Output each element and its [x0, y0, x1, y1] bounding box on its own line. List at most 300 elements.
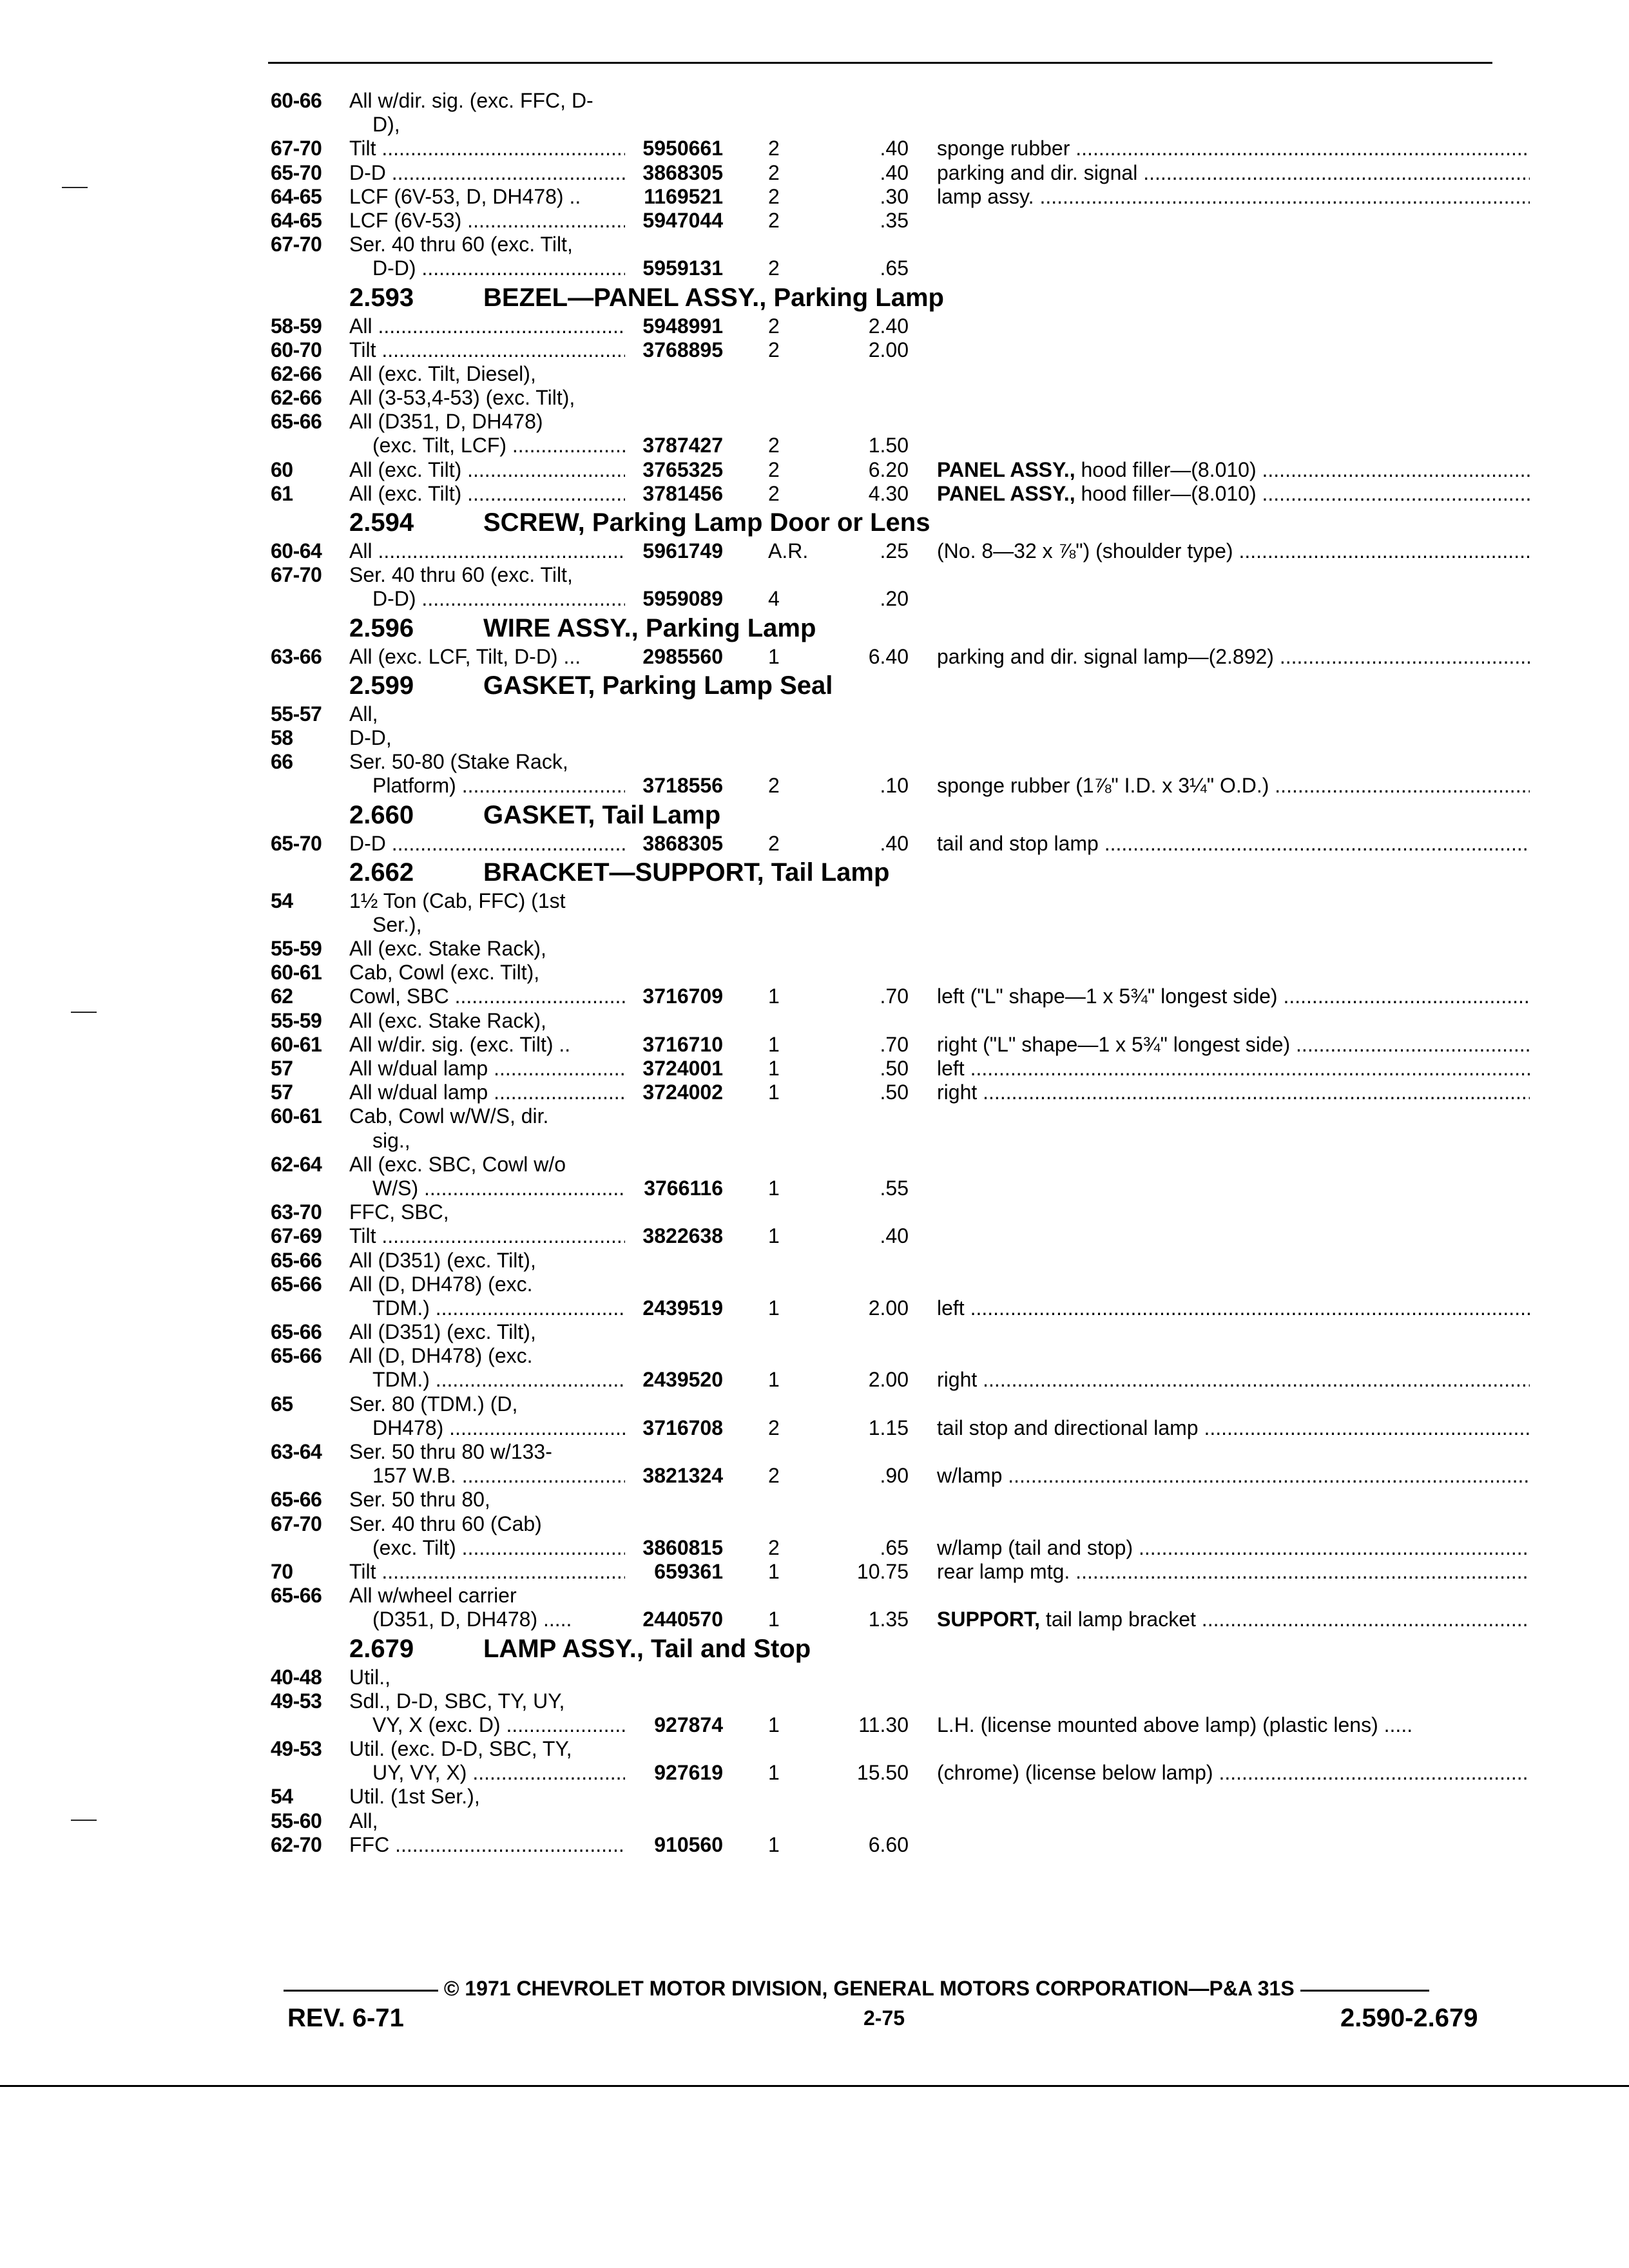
list-price: .65 — [880, 1535, 909, 1559]
remarks — [937, 458, 1530, 482]
list-price: 2.00 — [868, 1368, 909, 1392]
application: All (exc. Stake Rack), — [349, 1008, 546, 1032]
quantity: 1 — [768, 1057, 780, 1080]
part-number: 5959089 — [642, 587, 723, 611]
model-years: 66 — [271, 750, 293, 774]
application: (exc. Tilt) ..... — [372, 1536, 625, 1560]
remarks — [937, 1081, 1530, 1104]
list-price: 4.30 — [868, 481, 909, 505]
application: Tilt ..... — [349, 1560, 625, 1584]
application: DH478) ..... — [372, 1416, 625, 1440]
application: D-D) ..... — [372, 256, 625, 280]
model-years: 60-61 — [271, 1032, 322, 1056]
part-row — [271, 362, 1527, 386]
part-row — [271, 985, 1527, 1008]
part-row — [271, 1608, 1527, 1631]
model-years: 57 — [271, 1081, 293, 1104]
part-row — [271, 645, 1527, 669]
part-row — [271, 1033, 1527, 1057]
list-price: .35 — [880, 208, 909, 232]
quantity: 1 — [768, 1032, 780, 1056]
application: All, — [349, 702, 378, 726]
model-years: 65-66 — [271, 1248, 322, 1272]
model-years: 67-70 — [271, 233, 322, 256]
application: All ..... — [349, 314, 625, 338]
application: All, — [349, 1809, 378, 1832]
application: All (3-53,4-53) (exc. Tilt), — [349, 386, 575, 410]
quantity: 4 — [768, 587, 780, 611]
part-number: 2439519 — [642, 1296, 723, 1320]
application: sig., — [372, 1128, 410, 1152]
model-years: 54 — [271, 1785, 293, 1809]
quantity: 1 — [768, 1713, 780, 1736]
application: All (D351, D, DH478) — [349, 410, 543, 434]
part-row — [271, 1464, 1527, 1488]
footer-rule-right — [1300, 1990, 1429, 1992]
remarks-text: left — [937, 1057, 965, 1080]
model-years: 67-70 — [271, 137, 322, 160]
group-number: 2.662 — [349, 858, 414, 887]
quantity: 1 — [768, 1832, 780, 1856]
quantity: 2 — [768, 256, 780, 280]
section-heading — [271, 798, 1527, 832]
application: All w/dual lamp ..... — [349, 1081, 625, 1104]
application: All (exc. Tilt) ..... — [349, 458, 625, 482]
application: Tilt ..... — [349, 137, 625, 160]
part-number: 3768895 — [642, 338, 723, 361]
part-row — [271, 161, 1527, 185]
list-price: .90 — [880, 1464, 909, 1488]
remarks-text: (No. 8—32 x ⅞") (shoulder type) — [937, 539, 1233, 562]
group-title: BEZEL—PANEL ASSY., Parking Lamp — [483, 283, 944, 312]
part-row — [271, 1057, 1527, 1081]
model-years: 55-59 — [271, 937, 322, 961]
quantity: 2 — [768, 208, 780, 232]
group-number: 2.593 — [349, 283, 414, 312]
application: FFC ..... — [349, 1833, 625, 1857]
quantity: 2 — [768, 160, 780, 184]
quantity: 2 — [768, 434, 780, 457]
quantity: 2 — [768, 457, 780, 481]
part-number: 3716708 — [642, 1416, 723, 1439]
margin-mark — [62, 187, 88, 188]
group-title: BRACKET—SUPPORT, Tail Lamp — [483, 858, 890, 887]
application: Cab, Cowl w/W/S, dir. — [349, 1104, 549, 1128]
application: Ser. 40 thru 60 (exc. Tilt, — [349, 233, 573, 256]
application: All (exc. Tilt) ..... — [349, 482, 625, 506]
remarks — [937, 774, 1530, 798]
model-years: 55-59 — [271, 1008, 322, 1032]
list-price: 2.00 — [868, 1296, 909, 1320]
application: All w/dir. sig. (exc. FFC, D- — [349, 89, 593, 112]
footer-rule-left — [284, 1990, 438, 1992]
application: 1½ Ton (Cab, FFC) (1st — [349, 889, 566, 912]
remarks — [937, 1296, 1530, 1320]
application: Cowl, SBC ..... — [349, 985, 625, 1008]
application: All (D351) (exc. Tilt), — [349, 1248, 536, 1272]
list-price: 6.20 — [868, 457, 909, 481]
application: TDM.) ..... — [372, 1368, 625, 1392]
remarks-text: w/lamp (tail and stop) — [937, 1535, 1133, 1559]
remarks-text: w/lamp — [937, 1464, 1003, 1488]
remarks-text: left ("L" shape—1 x 5¾" longest side) — [937, 985, 1278, 1008]
list-price: 2.40 — [868, 314, 909, 338]
remarks — [937, 1057, 1530, 1081]
quantity: 1 — [768, 1559, 780, 1583]
remarks — [937, 1761, 1530, 1785]
part-row — [271, 1488, 1527, 1512]
application: LCF (6V-53, D, DH478) .. — [349, 184, 581, 208]
part-row — [271, 1713, 1527, 1737]
part-row — [271, 256, 1527, 280]
remarks — [937, 1608, 1530, 1631]
part-row — [271, 774, 1527, 798]
application: D), — [372, 113, 400, 137]
list-price: 2.00 — [868, 338, 909, 361]
part-row — [271, 113, 1527, 137]
part-row — [271, 1512, 1527, 1536]
list-price: .40 — [880, 1224, 909, 1248]
model-years: 49-53 — [271, 1689, 322, 1713]
part-row — [271, 482, 1527, 506]
group-range: 2.590-2.679 — [1340, 2004, 1478, 2032]
application: Ser. 40 thru 60 (exc. Tilt, — [349, 563, 573, 587]
copyright-line — [284, 1977, 1514, 2001]
part-row — [271, 1761, 1527, 1785]
part-row — [271, 1249, 1527, 1273]
group-number: 2.594 — [349, 508, 414, 537]
quantity: 1 — [768, 1081, 780, 1104]
application: VY, X (exc. D) ..... — [372, 1713, 625, 1737]
remarks-text: rear lamp mtg. — [937, 1559, 1070, 1583]
application: 157 W.B. ..... — [372, 1464, 625, 1488]
application: All (exc. SBC, Cowl w/o — [349, 1152, 566, 1176]
application: All (exc. Stake Rack), — [349, 937, 546, 961]
application: All (D, DH478) (exc. — [349, 1272, 533, 1296]
part-row — [271, 913, 1527, 937]
quantity: 2 — [768, 137, 780, 160]
remarks-text: sponge rubber — [937, 137, 1070, 160]
list-price: 1.35 — [868, 1608, 909, 1631]
remarks-text: parking and dir. signal — [937, 160, 1138, 184]
model-years: 63-70 — [271, 1200, 322, 1224]
remarks — [937, 1713, 1530, 1737]
remarks-text: right ("L" shape—1 x 5¾" longest side) — [937, 1032, 1291, 1056]
part-row — [271, 1296, 1527, 1320]
top-rule — [268, 62, 1492, 64]
section-heading — [271, 1632, 1527, 1666]
remarks — [937, 832, 1530, 856]
application: Util., — [349, 1665, 390, 1689]
part-number: 3821324 — [642, 1464, 723, 1488]
part-row — [271, 1584, 1527, 1608]
group-number: 2.679 — [349, 1634, 414, 1663]
part-row — [271, 89, 1527, 113]
model-years: 65-66 — [271, 1488, 322, 1512]
quantity: 1 — [768, 1176, 780, 1200]
application: D-D ..... — [349, 832, 625, 856]
model-years: 55-60 — [271, 1809, 322, 1832]
copyright-text: © 1971 CHEVROLET MOTOR DIVISION, GENERAL MOTORS CORPORATION—P&A 31S — [443, 1977, 1295, 2000]
remarks — [937, 985, 1530, 1008]
part-number: 3766116 — [644, 1176, 723, 1200]
model-years: 62-66 — [271, 386, 322, 410]
remarks — [937, 1464, 1530, 1488]
model-years: 62 — [271, 985, 293, 1008]
model-years: 65-66 — [271, 410, 322, 434]
application: D-D ..... — [349, 161, 625, 185]
remarks-text: hood filler—(8.010) — [1075, 481, 1257, 505]
part-row — [271, 185, 1527, 209]
group-number: 2.596 — [349, 613, 414, 642]
model-years: 65-70 — [271, 160, 322, 184]
part-row — [271, 702, 1527, 726]
model-years: 65-66 — [271, 1584, 322, 1608]
model-years: 62-70 — [271, 1832, 322, 1856]
model-years: 60-61 — [271, 1104, 322, 1128]
part-number: 5959131 — [642, 256, 723, 280]
application: D-D, — [349, 726, 392, 749]
remarks — [937, 1033, 1530, 1057]
list-price: 6.60 — [868, 1832, 909, 1856]
quantity: 1 — [768, 1368, 780, 1392]
application: All ..... — [349, 539, 625, 563]
remarks-text: right — [937, 1368, 978, 1392]
model-years: 60-70 — [271, 338, 322, 361]
part-row — [271, 1785, 1527, 1809]
part-row — [271, 1009, 1527, 1033]
model-years: 60-66 — [271, 89, 322, 112]
part-row — [271, 539, 1527, 563]
application: Cab, Cowl (exc. Tilt), — [349, 961, 540, 985]
application: (exc. Tilt, LCF) ..... — [372, 434, 625, 457]
model-years: 67-69 — [271, 1224, 322, 1248]
section-heading — [271, 611, 1527, 645]
list-price: .55 — [880, 1176, 909, 1200]
quantity: 1 — [768, 1296, 780, 1320]
remarks-text: tail and stop lamp — [937, 831, 1099, 855]
part-row — [271, 832, 1527, 856]
part-row — [271, 1104, 1527, 1128]
list-price: 10.75 — [856, 1559, 909, 1583]
group-number: 2.660 — [349, 800, 414, 829]
application: D-D) ..... — [372, 587, 625, 611]
part-row — [271, 1368, 1527, 1392]
part-number: 3787427 — [642, 434, 723, 457]
part-row — [271, 1200, 1527, 1224]
quantity: 2 — [768, 338, 780, 361]
list-price: 1.15 — [868, 1416, 909, 1439]
quantity: 2 — [768, 184, 780, 208]
remarks-part-name: SUPPORT, — [937, 1608, 1041, 1631]
quantity: 2 — [768, 774, 780, 798]
application: FFC, SBC, — [349, 1200, 449, 1224]
list-price: 11.30 — [858, 1713, 909, 1736]
list-price: .40 — [880, 160, 909, 184]
part-number: 3718556 — [642, 774, 723, 798]
quantity: 1 — [768, 1761, 780, 1785]
section-heading — [271, 281, 1527, 314]
revision-label: REV. 6-71 — [287, 2004, 404, 2032]
remarks-text: (chrome) (license below lamp) — [937, 1761, 1213, 1785]
part-number: 927874 — [654, 1713, 723, 1736]
model-years: 62-66 — [271, 361, 322, 385]
application: Ser.), — [372, 912, 422, 936]
part-row — [271, 458, 1527, 482]
section-heading — [271, 506, 1527, 539]
part-number: 659361 — [654, 1559, 723, 1583]
application: Ser. 50-80 (Stake Rack, — [349, 750, 568, 774]
part-number: 3822638 — [642, 1224, 723, 1248]
parts-list — [271, 89, 1527, 1857]
remarks — [937, 482, 1530, 506]
quantity: 2 — [768, 481, 780, 505]
part-row — [271, 961, 1527, 985]
model-years: 65-66 — [271, 1344, 322, 1368]
margin-mark — [71, 1012, 97, 1013]
application: Util. (exc. D-D, SBC, TY, — [349, 1737, 572, 1761]
list-price: .20 — [880, 587, 909, 611]
model-years: 55-57 — [271, 702, 322, 726]
part-row — [271, 209, 1527, 233]
quantity: 1 — [768, 644, 780, 668]
application: All w/dir. sig. (exc. Tilt) .. — [349, 1032, 571, 1056]
part-row — [271, 1737, 1527, 1761]
remarks — [937, 539, 1530, 563]
model-years: 63-66 — [271, 644, 322, 668]
list-price: 15.50 — [856, 1761, 909, 1785]
part-row — [271, 587, 1527, 611]
remarks-part-name: PANEL ASSY., — [937, 457, 1075, 481]
group-title: GASKET, Tail Lamp — [483, 800, 721, 829]
model-years: 65-66 — [271, 1272, 322, 1296]
part-row — [271, 563, 1527, 587]
part-row — [271, 338, 1527, 362]
quantity: 1 — [768, 985, 780, 1008]
application: Ser. 40 thru 60 (Cab) — [349, 1512, 542, 1535]
model-years: 64-65 — [271, 184, 322, 208]
part-number: 3860815 — [642, 1535, 723, 1559]
application: TDM.) ..... — [372, 1296, 625, 1320]
quantity: 2 — [768, 314, 780, 338]
part-row — [271, 1440, 1527, 1464]
part-number: 3724001 — [642, 1057, 723, 1080]
model-years: 60-64 — [271, 539, 322, 562]
part-number: 3868305 — [642, 160, 723, 184]
model-years: 61 — [271, 481, 293, 505]
quantity: A.R. — [768, 539, 809, 562]
list-price: .70 — [880, 985, 909, 1008]
list-price: .65 — [880, 256, 909, 280]
part-number: 3781456 — [642, 481, 723, 505]
application: W/S) ..... — [372, 1177, 625, 1200]
part-number: 927619 — [654, 1761, 723, 1785]
remarks — [937, 645, 1530, 669]
remarks-text: tail lamp bracket — [1040, 1608, 1196, 1631]
part-row — [271, 1081, 1527, 1104]
model-years: 64-65 — [271, 208, 322, 232]
remarks-text: L.H. (license mounted above lamp) (plastic lens) ..... — [937, 1713, 1413, 1736]
part-row — [271, 1153, 1527, 1177]
application: Platform) ..... — [372, 774, 625, 798]
remarks-text: right — [937, 1081, 978, 1104]
list-price: 1.50 — [868, 434, 909, 457]
application: All (D351) (exc. Tilt), — [349, 1320, 536, 1344]
model-years: 60 — [271, 457, 293, 481]
model-years: 67-70 — [271, 563, 322, 587]
part-number: 2440570 — [642, 1608, 723, 1631]
remarks — [937, 185, 1530, 209]
list-price: .50 — [880, 1081, 909, 1104]
application: UY, VY, X) ..... — [372, 1761, 625, 1785]
quantity: 1 — [768, 1224, 780, 1248]
application: All (D, DH478) (exc. — [349, 1344, 533, 1368]
quantity: 2 — [768, 1464, 780, 1488]
quantity: 1 — [768, 1608, 780, 1631]
part-number: 910560 — [654, 1832, 723, 1856]
remarks — [937, 137, 1530, 160]
margin-mark — [71, 1820, 97, 1821]
list-price: .30 — [880, 184, 909, 208]
application: (D351, D, DH478) ..... — [372, 1608, 572, 1631]
model-years: 67-70 — [271, 1512, 322, 1535]
application: Ser. 80 (TDM.) (D, — [349, 1392, 518, 1416]
application: LCF (6V-53) ..... — [349, 209, 625, 233]
remarks-part-name: PANEL ASSY., — [937, 481, 1075, 505]
remarks-text: hood filler—(8.010) — [1075, 457, 1257, 481]
part-row — [271, 1273, 1527, 1296]
group-title: SCREW, Parking Lamp Door or Lens — [483, 508, 930, 537]
remarks — [937, 1368, 1530, 1392]
remarks-text: lamp assy. — [937, 184, 1034, 208]
model-years: 54 — [271, 889, 293, 912]
application: All w/dual lamp ..... — [349, 1057, 625, 1081]
application: Sdl., D-D, SBC, TY, UY, — [349, 1689, 565, 1713]
model-years: 58 — [271, 726, 293, 749]
part-row — [271, 1689, 1527, 1713]
model-years: 65-70 — [271, 831, 322, 855]
part-row — [271, 434, 1527, 457]
application: Ser. 50 thru 80 w/133- — [349, 1440, 552, 1463]
part-number: 5948991 — [642, 314, 723, 338]
remarks — [937, 1416, 1530, 1440]
remarks-text: sponge rubber (1⅞" I.D. x 3¼" O.D.) — [937, 774, 1269, 798]
part-number: 5950661 — [642, 137, 723, 160]
model-years: 63-64 — [271, 1440, 322, 1463]
model-years: 58-59 — [271, 314, 322, 338]
remarks-text: parking and dir. signal lamp—(2.892) — [937, 644, 1274, 668]
list-price: .40 — [880, 831, 909, 855]
model-years: 65-66 — [271, 1320, 322, 1344]
remarks-text: tail stop and directional lamp — [937, 1416, 1199, 1439]
list-price: .10 — [880, 774, 909, 798]
section-heading — [271, 669, 1527, 702]
part-row — [271, 137, 1527, 160]
part-row — [271, 386, 1527, 410]
group-title: LAMP ASSY., Tail and Stop — [483, 1634, 811, 1663]
list-price: .50 — [880, 1057, 909, 1080]
application: All (exc. Tilt, Diesel), — [349, 361, 536, 385]
group-number: 2.599 — [349, 671, 414, 700]
part-number: 3716710 — [642, 1032, 723, 1056]
part-row — [271, 1344, 1527, 1368]
part-row — [271, 410, 1527, 434]
part-number: 2985560 — [642, 644, 723, 668]
model-years: 40-48 — [271, 1665, 322, 1689]
quantity: 2 — [768, 1535, 780, 1559]
part-row — [271, 1833, 1527, 1857]
model-years: 60-61 — [271, 961, 322, 985]
